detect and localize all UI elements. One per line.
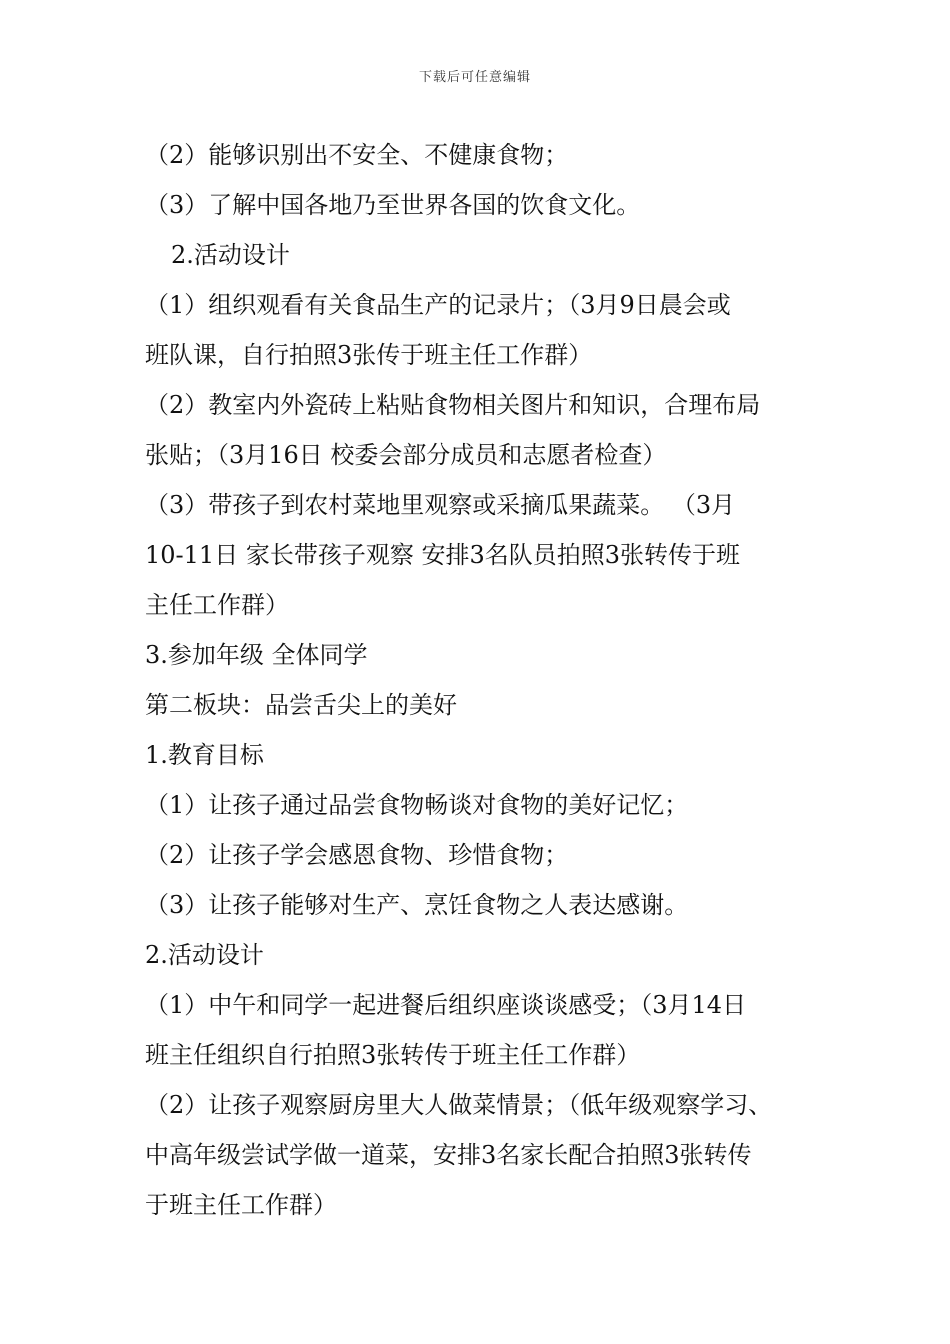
text-line: （3）让孩子能够对生产、烹饪食物之人表达感谢。	[145, 891, 689, 919]
text-line: 于班主任工作群）	[145, 1191, 337, 1219]
text-line: （3）带孩子到农村菜地里观察或采摘瓜果蔬菜。 （3月	[145, 491, 736, 519]
section-heading: 2.活动设计	[145, 941, 264, 969]
text-line: 班队课，自行拍照3张传于班主任工作群）	[145, 341, 593, 369]
text-line: 中高年级尝试学做一道菜，安排3名家长配合拍照3张转传	[145, 1141, 752, 1169]
text-line: （2）能够识别出不安全、不健康食物；	[145, 141, 569, 169]
section-heading: 1.教育目标	[145, 741, 264, 769]
section-heading: 第二板块：品尝舌尖上的美好	[145, 691, 457, 719]
text-line: （1）组织观看有关食品生产的记录片；（3月9日晨会或	[145, 291, 731, 319]
text-line: （2）让孩子观察厨房里大人做菜情景；（低年级观察学习、	[145, 1091, 773, 1119]
text-line: 班主任组织自行拍照3张转传于班主任工作群）	[145, 1041, 641, 1069]
text-line: （1）中午和同学一起进餐后组织座谈谈感受；（3月14日	[145, 991, 747, 1019]
text-line: 主任工作群）	[145, 591, 289, 619]
page-header-watermark: 下载后可任意编辑	[418, 70, 531, 85]
section-heading: 3.参加年级 全体同学	[145, 641, 368, 669]
text-line: 10-11日 家长带孩子观察 安排3名队员拍照3张转传于班	[145, 541, 740, 569]
section-heading: 2.活动设计	[171, 241, 290, 269]
document-body	[145, 130, 825, 1230]
text-line: 张贴；（3月16日 校委会部分成员和志愿者检查）	[145, 441, 667, 469]
text-line: （1）让孩子通过品尝食物畅谈对食物的美好记忆；	[145, 791, 689, 819]
text-line: （2）教室内外瓷砖上粘贴食物相关图片和知识，合理布局	[145, 391, 761, 419]
text-line: （3）了解中国各地乃至世界各国的饮食文化。	[145, 191, 641, 219]
text-line: （2）让孩子学会感恩食物、珍惜食物；	[145, 841, 569, 869]
